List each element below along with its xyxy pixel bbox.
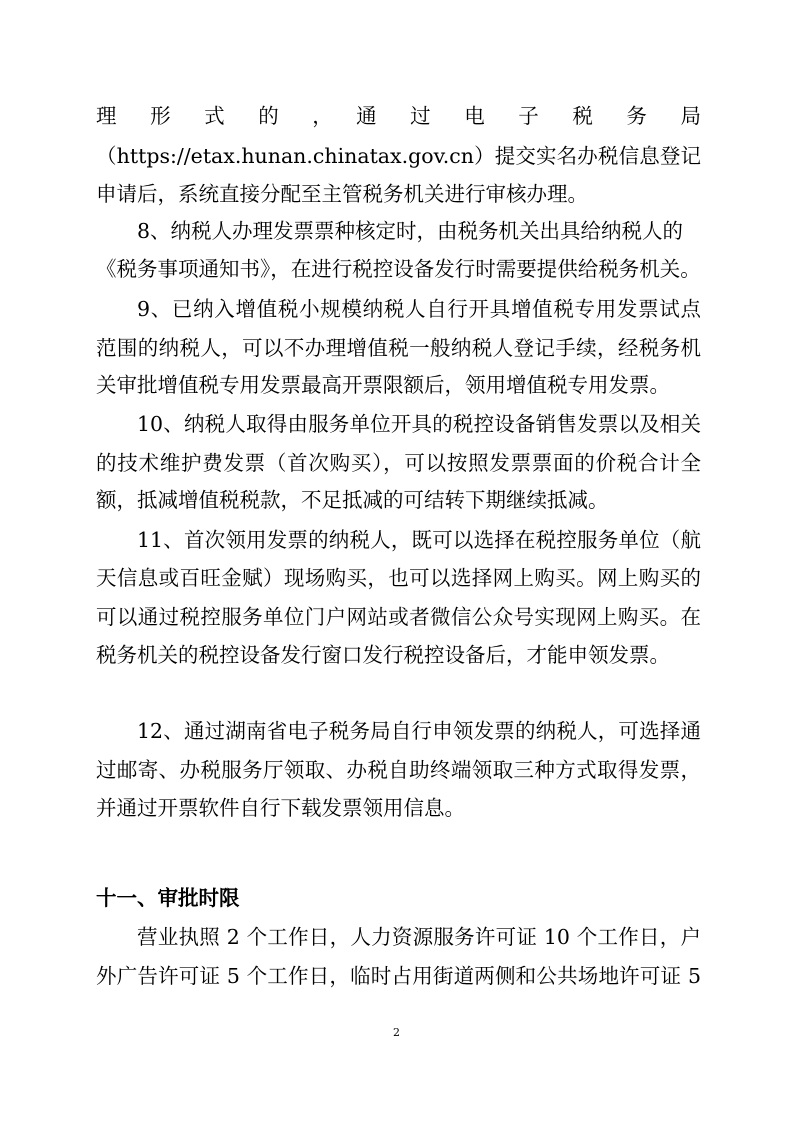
paragraph-line: 11、首次领用发票的纳税人，既可以选择在税控服务单位（航 — [137, 528, 701, 552]
paragraph-line: 范围的纳税人，可以不办理增值税一般纳税人登记手续，经税务机 — [96, 336, 701, 360]
paragraph-line: 营业执照 2 个工作日，人力资源服务许可证 10 个工作日，户 — [137, 925, 701, 949]
paragraph-line: 理 形 式 的 ， 通 过 电 子 税 务 局 — [96, 104, 701, 128]
paragraph-line: 外广告许可证 5 个工作日，临时占用街道两侧和公共场地许可证 5 — [96, 964, 701, 988]
paragraph-line: 申请后，系统直接分配至主管税务机关进行审核办理。 — [96, 182, 588, 206]
paragraph-line: 12、通过湖南省电子税务局自行申领发票的纳税人，可选择通 — [137, 719, 701, 743]
paragraph-line: 9、已纳入增值税小规模纳税人自行开具增值税专用发票试点 — [137, 297, 701, 321]
paragraph-line: （https://etax.hunan.chinatax.gov.cn）提交实名办税信息登记 — [96, 144, 701, 168]
page-number: 2 — [393, 1026, 400, 1039]
paragraph-line: 天信息或百旺金赋）现场购买，也可以选择网上购买。网上购买的 — [96, 566, 701, 590]
paragraph-line: 关审批增值税专用发票最高开票限额后，领用增值税专用发票。 — [96, 373, 670, 397]
section-heading: 十一、审批时限 — [96, 886, 240, 910]
paragraph-line: 8、纳税人办理发票票种核定时，由税务机关出具给纳税人的 — [137, 219, 684, 243]
paragraph-line: 额，抵减增值税税款，不足抵减的可结转下期继续抵减。 — [96, 488, 609, 512]
paragraph-line: 可以通过税控服务单位门户网站或者微信公众号实现网上购买。在 — [96, 605, 701, 629]
paragraph-line: 并通过开票软件自行下载发票领用信息。 — [96, 796, 465, 820]
paragraph-line: 的技术维护费发票（首次购买），可以按照发票票面的价税合计全 — [96, 451, 701, 475]
paragraph-line: 过邮寄、办税服务厅领取、办税自助终端领取三种方式取得发票， — [96, 758, 701, 782]
paragraph-line: 10、纳税人取得由服务单位开具的税控设备销售发票以及相关 — [137, 412, 701, 436]
paragraph-line: 《税务事项通知书》，在进行税控设备发行时需要提供给税务机关。 — [96, 257, 701, 281]
paragraph-line: 税务机关的税控设备发行窗口发行税控设备后，才能申领发票。 — [96, 643, 670, 667]
